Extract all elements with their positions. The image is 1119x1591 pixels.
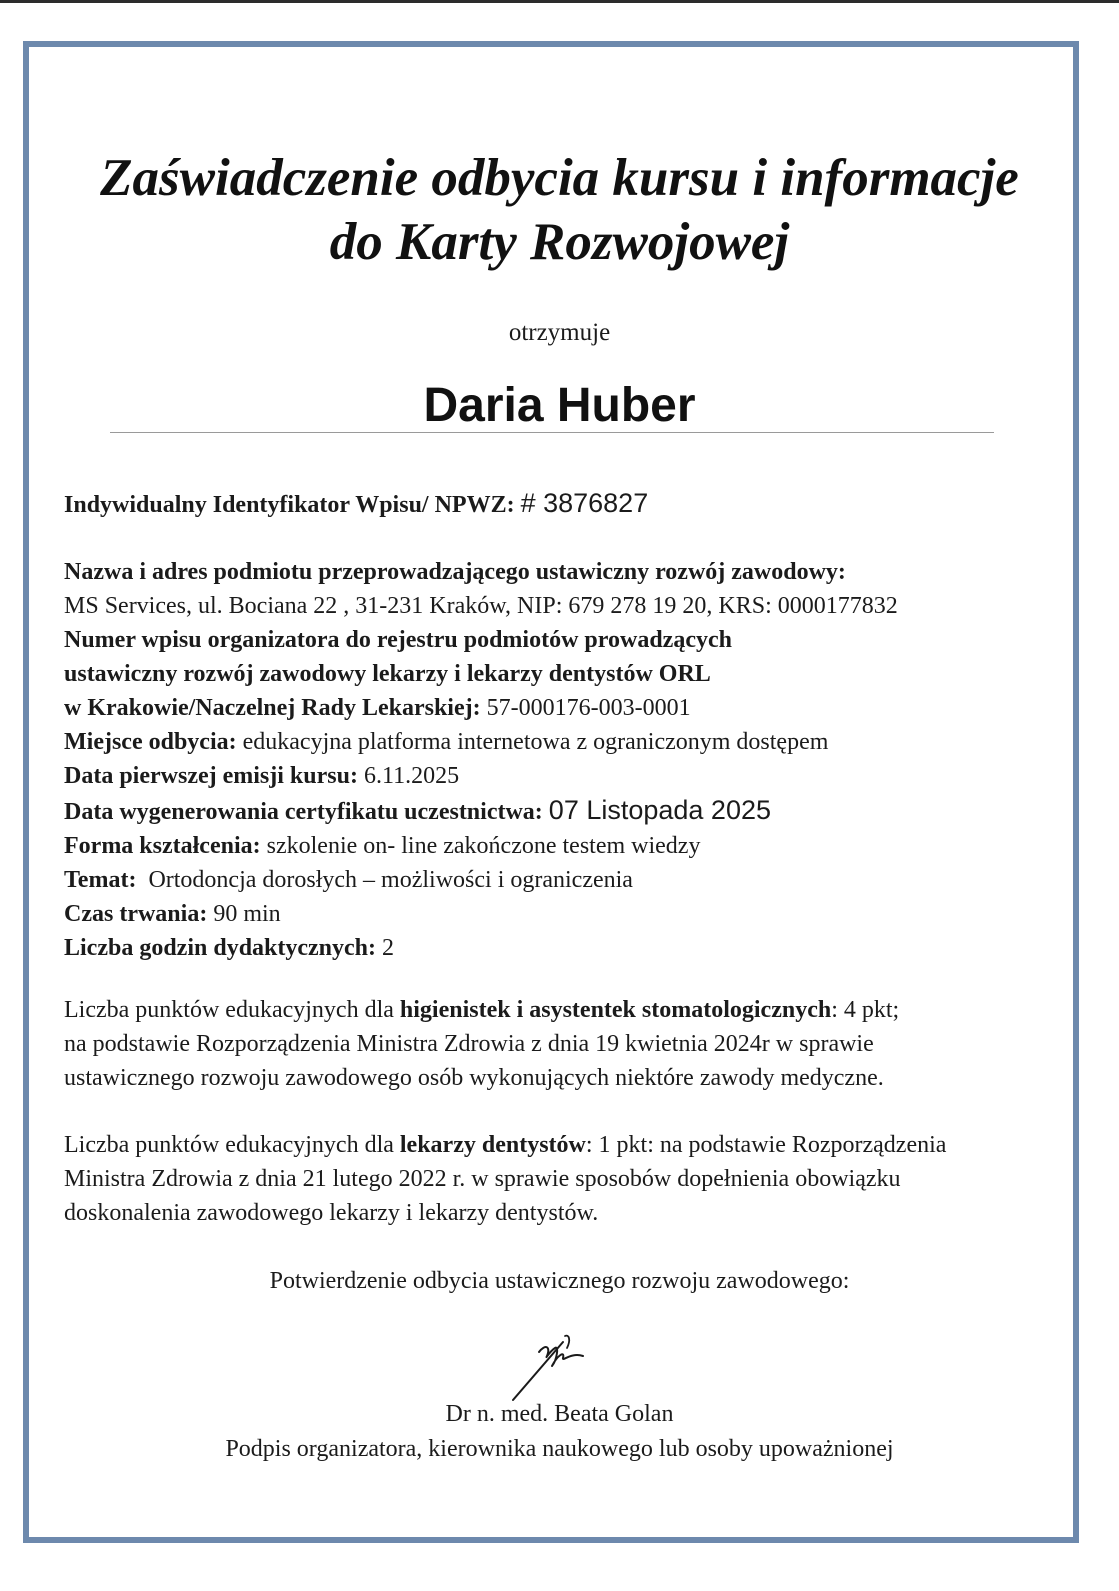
- place-value: edukacyjna platforma internetowa z ograniczonym dostępem: [242, 729, 829, 755]
- generated-label: Data wygenerowania certyfikatu uczestnictwa:: [64, 799, 543, 825]
- provider-value: MS Services, ul. Bociana 22 , 31-231 Kraków, NIP: 679 278 19 20, KRS: 0000177832: [64, 593, 898, 619]
- name-underline: [110, 432, 994, 433]
- duration-row: [64, 897, 898, 931]
- identifier-value: # 3876827: [520, 488, 649, 518]
- registry-label-line-2: ustawiczny rozwój zawodowy lekarzy i lekarzy dentystów ORL: [64, 661, 711, 687]
- hygienists-line-1: [64, 993, 899, 1027]
- hours-row: [64, 931, 898, 965]
- generated-value: 07 Listopada 2025: [548, 795, 771, 825]
- dentists-audience: lekarzy dentystów: [399, 1132, 586, 1158]
- dentists-line-1: [64, 1128, 946, 1162]
- first-emission-row: [64, 759, 898, 793]
- dentists-prefix: Liczba punktów edukacyjnych dla: [64, 1132, 394, 1158]
- form-value: szkolenie on- line zakończone testem wiedzy: [266, 833, 701, 859]
- topic-value: Ortodoncja dorosłych – możliwości i ograniczenia: [148, 867, 633, 893]
- hygienists-line-3: ustawicznego rozwoju zawodowego osób wykonujących niektóre zawody medyczne.: [64, 1065, 884, 1091]
- dentists-line-3: doskonalenia zawodowego lekarzy i lekarzy dentystów.: [64, 1200, 599, 1226]
- identifier-label: Indywidualny Identyfikator Wpisu/ NPWZ:: [64, 492, 515, 518]
- generated-row: [64, 793, 898, 829]
- hygienists-points-paragraph: [64, 993, 899, 1095]
- form-row: [64, 829, 898, 863]
- topic-label: Temat:: [64, 867, 137, 893]
- certificate-title: [0, 146, 1119, 274]
- title-line-1: Zaświadczenie odbycia kursu i informacje: [100, 149, 1019, 207]
- top-edge-line: [0, 0, 1119, 3]
- identifier-row: [64, 486, 648, 522]
- hours-label: Liczba godzin dydaktycznych:: [64, 935, 377, 961]
- dentists-points-value: : 1 pkt: na podstawie Rozporządzenia: [585, 1132, 947, 1158]
- hygienists-audience: higienistek i asystentek stomatologicznych: [399, 997, 832, 1023]
- recipient-name: Daria Huber: [423, 379, 696, 432]
- confirmation-heading: Potwierdzenie odbycia ustawicznego rozwoju zawodowego:: [269, 1268, 850, 1294]
- handwritten-signature: [505, 1330, 600, 1405]
- registry-label-line-3: w Krakowie/Naczelnej Rady Lekarskiej:: [64, 695, 481, 721]
- hygienists-prefix: Liczba punktów edukacyjnych dla: [64, 997, 394, 1023]
- dentists-points-paragraph: [64, 1128, 946, 1230]
- first-emission-value: 6.11.2025: [363, 763, 460, 789]
- first-emission-label: Data pierwszej emisji kursu:: [64, 763, 358, 789]
- place-label: Miejsce odbycia:: [64, 729, 237, 755]
- place-row: [64, 725, 898, 759]
- title-line-2: do Karty Rozwojowej: [329, 213, 790, 271]
- provider-label: Nazwa i adres podmiotu przeprowadzającego ustawiczny rozwój zawodowy:: [64, 559, 846, 585]
- form-label: Forma kształcenia:: [64, 833, 261, 859]
- hygienists-points-value: : 4 pkt;: [831, 997, 900, 1023]
- dentists-line-2: Ministra Zdrowia z dnia 21 lutego 2022 r. w sprawie sposobów dopełnienia obowiązku: [64, 1166, 901, 1192]
- signer-name: Dr n. med. Beata Golan: [445, 1401, 674, 1427]
- registry-value: 57-000176-003-0001: [486, 695, 691, 721]
- signer-role: Podpis organizatora, kierownika naukowego lub osoby upoważnionej: [225, 1436, 894, 1462]
- hygienists-line-2: na podstawie Rozporządzenia Ministra Zdrowia z dnia 19 kwietnia 2024r w sprawie: [64, 1031, 874, 1057]
- course-details: [64, 555, 898, 965]
- duration-value: 90 min: [213, 901, 281, 927]
- registry-row: [64, 691, 898, 725]
- registry-label-line-1: Numer wpisu organizatora do rejestru podmiotów prowadzących: [64, 627, 732, 653]
- duration-label: Czas trwania:: [64, 901, 208, 927]
- hours-value: 2: [382, 935, 395, 961]
- receives-label: otrzymuje: [508, 319, 611, 346]
- topic-row: [64, 863, 898, 897]
